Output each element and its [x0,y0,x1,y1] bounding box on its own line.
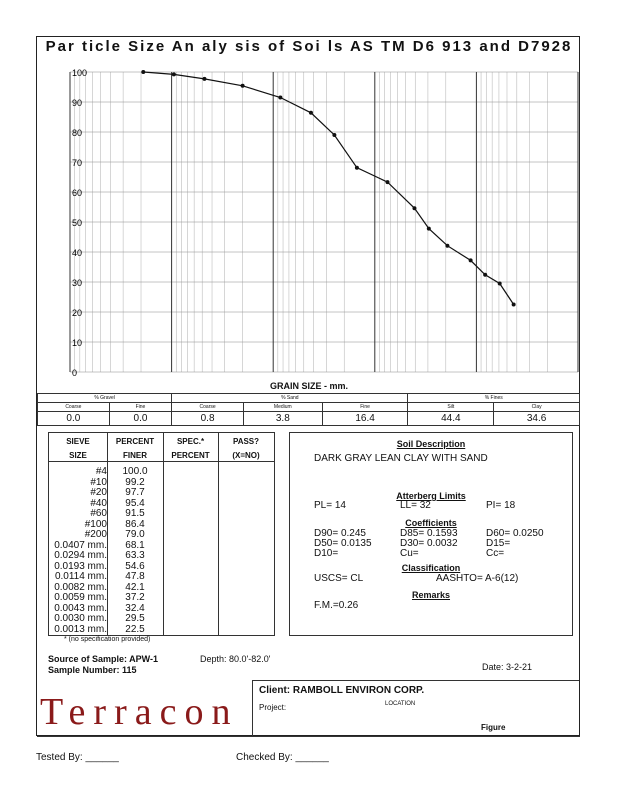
sieve-size: 0.0193 mm. [54,560,107,572]
sieve-size: #40 [90,497,107,509]
subheader-silt: Silt [408,403,494,412]
sieve-size: #10 [90,476,107,488]
value-silt: 44.4 [408,412,494,426]
grain-size-label: GRAIN SIZE - mm. [269,381,348,391]
percent-finer: 47.8 [125,571,145,582]
sieve-size: 0.0114 mm. [54,571,107,582]
project-label: Project: [259,703,287,712]
data-point [427,227,431,231]
page-title: Par ticle Size An aly sis of Soi ls AS TM D6 913 and D7928 [45,38,573,55]
data-point [498,282,502,286]
data-point [172,72,176,76]
value-gravel-coarse: 0.0 [38,412,110,426]
sieve-table [48,432,275,636]
value-sand-fine: 16.4 [322,412,408,426]
sieve-size: #60 [90,508,107,519]
data-point [385,180,389,184]
y-tick-label: 50 [72,218,83,228]
cu: Cu= [400,548,419,559]
percent-finer: 29.5 [125,613,145,624]
y-tick-label: 80 [72,128,83,138]
uscs: USCS= CL [314,573,364,584]
percent-finer: 86.4 [125,518,145,530]
percent-finer: 100.0 [122,466,148,477]
data-point [512,303,516,307]
soil-info-box [289,432,573,636]
data-point [483,273,487,277]
percent-finer: 42.1 [125,581,145,593]
soil-desc-title: Soil Description [396,439,466,449]
sieve-size: #200 [84,529,107,540]
percent-finer: 22.5 [125,623,145,635]
subheader-fine: Fine [109,403,171,412]
value-clay: 34.6 [494,412,580,426]
gradation-points [141,70,515,307]
spec-percent-header: PERCENT [171,451,210,460]
chart-grid [70,72,578,372]
client-name: Client: RAMBOLL ENVIRON CORP. [259,685,425,696]
source-of-sample: Source of Sample: APW-1 [48,654,159,664]
fineness-modulus: F.M.=0.26 [314,600,359,611]
y-tick-label: 30 [72,278,83,288]
value-gravel-fine: 0.0 [109,412,171,426]
data-point [241,84,245,88]
percent-header: PERCENT [115,437,155,446]
percent-finer: 68.1 [125,539,145,551]
data-point [278,96,282,100]
sand-header: % Sand [172,394,408,403]
y-tick-label: 40 [72,248,83,258]
y-tick-label: 60 [72,188,83,198]
bottom-rule [37,736,580,737]
sieve-size: #20 [90,487,107,498]
value-sand-medium: 3.8 [243,412,322,426]
fractions-table [37,393,580,426]
sieve-size: #100 [84,518,107,530]
spec-header: SPEC.* [176,437,205,446]
subheader-coarse: Coarse [38,403,110,412]
sieve-size: 0.0294 mm. [54,550,107,561]
gradation-curve [143,72,513,305]
d85: D85= 0.1593 [400,528,458,539]
gravel-header: % Gravel [38,394,172,403]
value-sand-coarse: 0.8 [172,412,244,426]
sieve-size: #4 [95,466,107,477]
subheader-medium: Medium [243,403,322,412]
percent-finer: 32.4 [125,602,145,614]
soil-description: DARK GRAY LEAN CLAY WITH SAND [314,453,488,464]
percent-finer: 95.4 [125,497,145,509]
checked-by: Checked By: ______ [236,752,329,763]
y-tick-label: 0 [72,368,78,378]
liquid-limit: LL= 32 [400,500,431,511]
sieve-size: 0.0407 mm. [54,539,107,551]
data-point [355,166,359,170]
d50: D50= 0.0135 [314,538,372,549]
d10: D10= [314,548,339,559]
y-tick-label: 10 [72,338,83,348]
location-label: LOCATION [385,701,416,707]
coefficients-title: Coefficients [405,518,457,528]
percent-finer: 79.0 [125,529,145,540]
figure-label: Figure [481,723,506,732]
pass-code-header: (X=NO) [232,451,260,460]
tested-by: Tested By: ______ [36,752,119,763]
percent-finer: 37.2 [125,592,145,603]
data-point [332,133,336,137]
d15: D15= [486,538,511,549]
finer-header: FINER [123,451,147,460]
sieve-size: 0.0043 mm. [54,602,107,614]
percent-finer: 97.7 [125,487,145,498]
sieve-size: 0.0082 mm. [54,581,107,593]
report-date: Date: 3-2-21 [482,662,533,672]
data-point [469,258,473,262]
y-tick-label: 90 [72,98,83,108]
terracon-logo: Terracon [40,691,239,733]
y-tick-label: 100 [72,68,88,78]
data-point [309,111,313,115]
fines-header: % Fines [408,394,580,403]
data-point [202,77,206,81]
subheader-clay: Clay [494,403,580,412]
sieve-size: 0.0059 mm. [54,592,107,603]
percent-finer: 91.5 [125,508,145,519]
spec-note: * (no specification provided) [64,636,151,643]
percent-finer: 54.6 [125,560,145,572]
subheader-fine-sand: Fine [322,403,408,412]
remarks-title: Remarks [411,590,451,600]
data-point [445,244,449,248]
atterberg-title: Atterberg Limits [396,491,466,501]
client-box [252,680,579,736]
percent-finer: 99.2 [125,476,145,488]
data-point [141,70,145,74]
y-tick-label: 20 [72,308,83,318]
classification-title: Classification [401,563,461,573]
subheader-coarse-sand: Coarse [172,403,244,412]
aashto: AASHTO= A-6(12) [436,573,519,584]
sample-depth: Depth: 80.0'-82.0' [200,654,271,664]
percent-finer: 63.3 [125,550,145,561]
pass-header: PASS? [232,437,260,446]
sieve-header: SIEVE [66,437,90,446]
data-point [412,206,416,210]
d30: D30= 0.0032 [400,538,458,549]
sieve-size: 0.0030 mm. [54,613,107,624]
d90: D90= 0.245 [314,528,366,539]
d60: D60= 0.0250 [486,528,544,539]
y-tick-label: 70 [72,158,83,168]
sample-number: Sample Number: 115 [48,665,137,675]
plasticity-index: PI= 18 [486,500,516,511]
sieve-size: 0.0013 mm. [54,623,107,635]
gradation-chart [70,68,578,378]
cc: Cc= [486,548,505,559]
plastic-limit: PL= 14 [314,500,346,511]
y-ticks [72,68,87,378]
size-header: SIZE [69,451,87,460]
